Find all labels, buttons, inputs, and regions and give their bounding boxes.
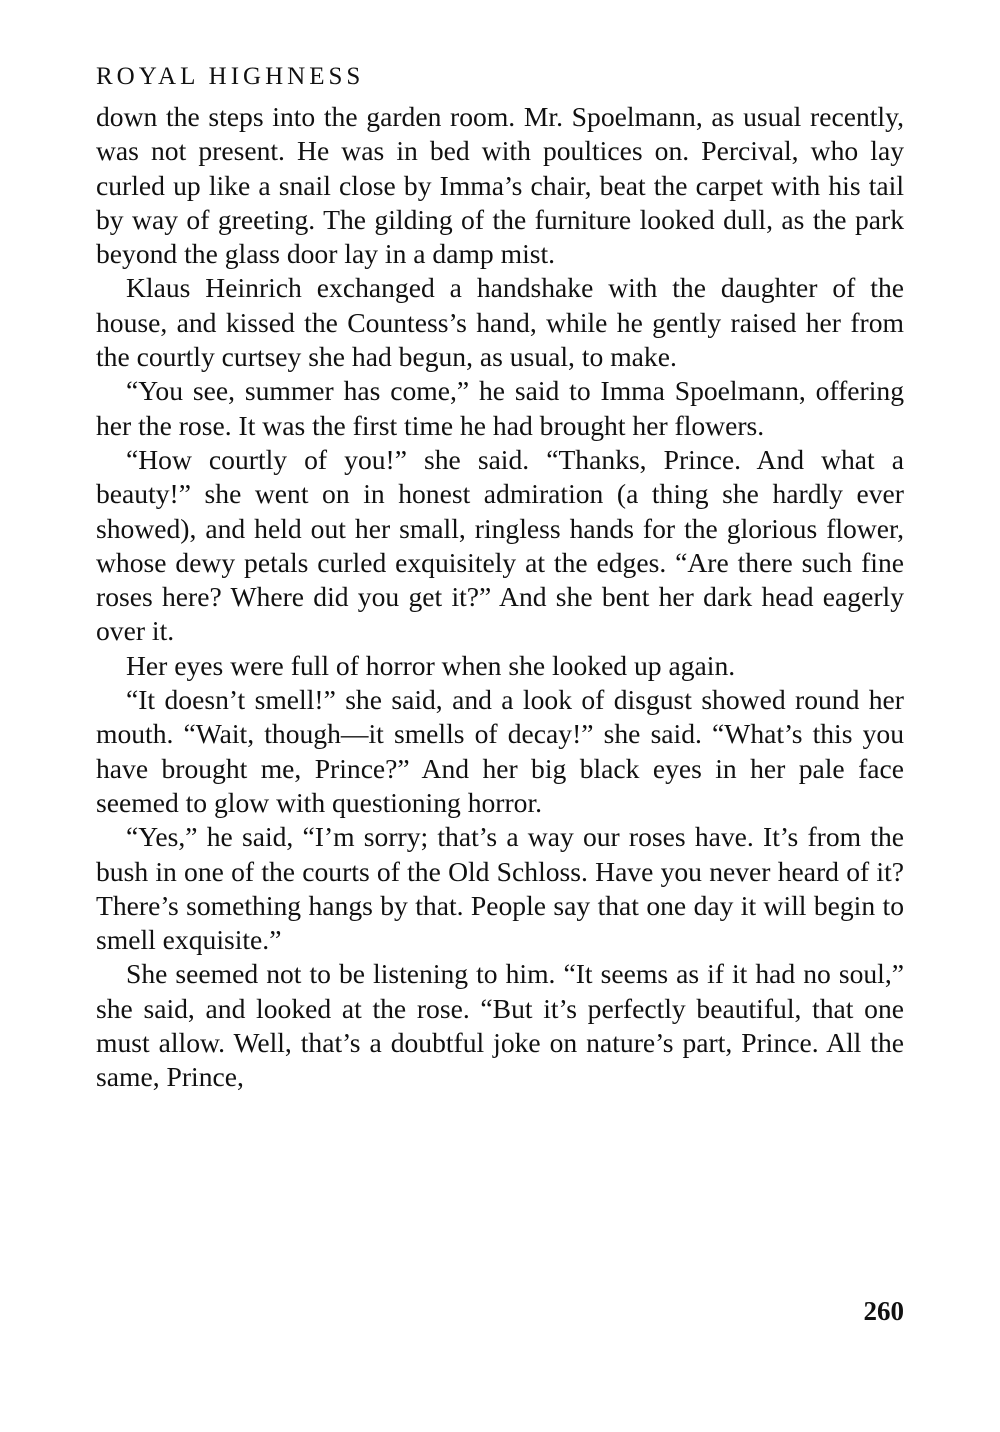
paragraph: Her eyes were full of horror when she looked up again. bbox=[126, 649, 736, 681]
body-text bbox=[96, 100, 904, 1095]
paragraph: Klaus Heinrich exchanged a handshake with the daughter of the house, and kissed the Countess’s hand, while he gently raised her from the courtly curtsey she had begun, as usual, to make. bbox=[96, 272, 904, 373]
paragraph: “Yes,” he said, “I’m sorry; that’s a way our roses have. It’s from the bush in one of the courts of the Old Schloss. Have you never heard of it? There’s something hangs by that. People say that one day it will begin to smell exquisite.” bbox=[96, 821, 904, 956]
paragraph: She seemed not to be listening to him. “It seems as if it had no soul,” she said, and looked at the rose. “But it’s perfectly beautiful, that one must allow. Well, that’s a doubtful joke on nature’s part, Prince. All the same, Prince, bbox=[96, 958, 904, 1093]
paragraph: down the steps into the garden room. Mr. Spoelmann, as usual recently, was not present. He was in bed with poultices on. Percival, who lay curled up like a snail close by Imma’s chair, beat the carpet with his tail by way of greeting. The gilding of the furniture looked dull, as the park beyond the glass door lay in a damp mist. bbox=[96, 101, 904, 270]
running-title: ROYAL HIGHNESS bbox=[96, 63, 365, 90]
page-number: 260 bbox=[863, 1296, 904, 1326]
paragraph: “You see, summer has come,” he said to Imma Spoelmann, offering her the rose. It was the first time he had brought her flowers. bbox=[96, 375, 904, 441]
book-page bbox=[96, 60, 904, 1095]
paragraph: “It doesn’t smell!” she said, and a look of disgust showed round her mouth. “Wait, though—it smells of decay!” she said. “What’s this you have brought me, Prince?” And her big black eyes in her pale face seemed to glow with questioning horror. bbox=[96, 684, 904, 818]
paragraph: “How courtly of you!” she said. “Thanks, Prince. And what a beauty!” she went on in honest admiration (a thing she hardly ever showed), and held out her small, ringless hands for the glorious flower, whose dewy petals curled exquisitely at the edges. “Are there such fine roses here? Where did you get it?” And she bent her dark head eagerly over it. bbox=[96, 443, 904, 647]
